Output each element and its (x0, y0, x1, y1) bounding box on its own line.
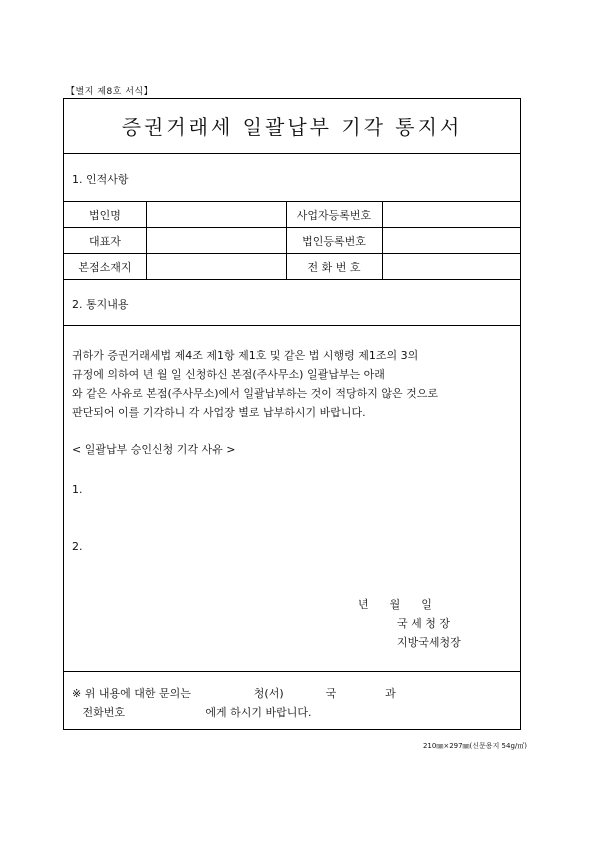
issuer-commissioner: 국 세 청 장 (397, 617, 450, 630)
paper-spec-note: 210㎜×297㎜(신문용지 54g/㎡) (422, 742, 527, 750)
reason-item-1: 1. (72, 483, 83, 496)
table-row-divider (64, 253, 520, 254)
reason-item-2: 2. (72, 540, 83, 553)
label-representative: 대표자 (89, 235, 121, 248)
divider (64, 153, 520, 154)
label-corporate-reg-no: 법인등록번호 (302, 235, 366, 248)
table-row-divider (64, 227, 520, 228)
label-corporation-name: 법인명 (89, 209, 121, 222)
table-column-divider (382, 201, 383, 279)
section-personal-info-heading: 1. 인적사항 (72, 173, 129, 186)
notice-body-line: 규정에 의하여 년 월 일 신청하신 본점(주사무소) 일괄납부는 아래 (72, 368, 385, 381)
inquiry-notice-line: ※ 위 내용에 대한 문의는 청(서) 국 과 (72, 687, 396, 700)
form-number-label: 【별지 제8호 서식】 (66, 87, 154, 97)
label-phone-number: 전 화 번 호 (307, 261, 361, 274)
divider (64, 279, 520, 280)
form-title: 증권거래세 일괄납부 기각 통지서 (121, 115, 463, 139)
divider (64, 325, 520, 326)
date-line: 년 월 일 (358, 598, 432, 611)
divider (64, 201, 520, 202)
section-notice-content-heading: 2. 통지내용 (72, 298, 129, 311)
label-business-reg-no: 사업자등록번호 (296, 209, 372, 222)
notice-body-line: 와 같은 사유로 본점(주사무소)에서 일괄납부하는 것이 적당하지 않은 것으로 (72, 387, 438, 400)
divider (64, 671, 520, 672)
notice-body-line: 판단되어 이를 기각하니 각 사업장 별로 납부하시기 바랍니다. (72, 406, 366, 419)
notice-body-line: 귀하가 증권거래세법 제4조 제1항 제1호 및 같은 법 시행령 제1조의 3의 (72, 349, 419, 362)
notice-form (63, 98, 521, 730)
table-column-divider (146, 201, 147, 279)
label-head-office-address: 본점소재지 (78, 261, 132, 274)
issuer-regional-commissioner: 지방국세청장 (397, 636, 461, 649)
rejection-reason-title: < 일괄납부 승인신청 기각 사유 > (72, 443, 236, 456)
inquiry-notice-line: 전화번호 에게 하시기 바랍니다. (72, 706, 312, 719)
